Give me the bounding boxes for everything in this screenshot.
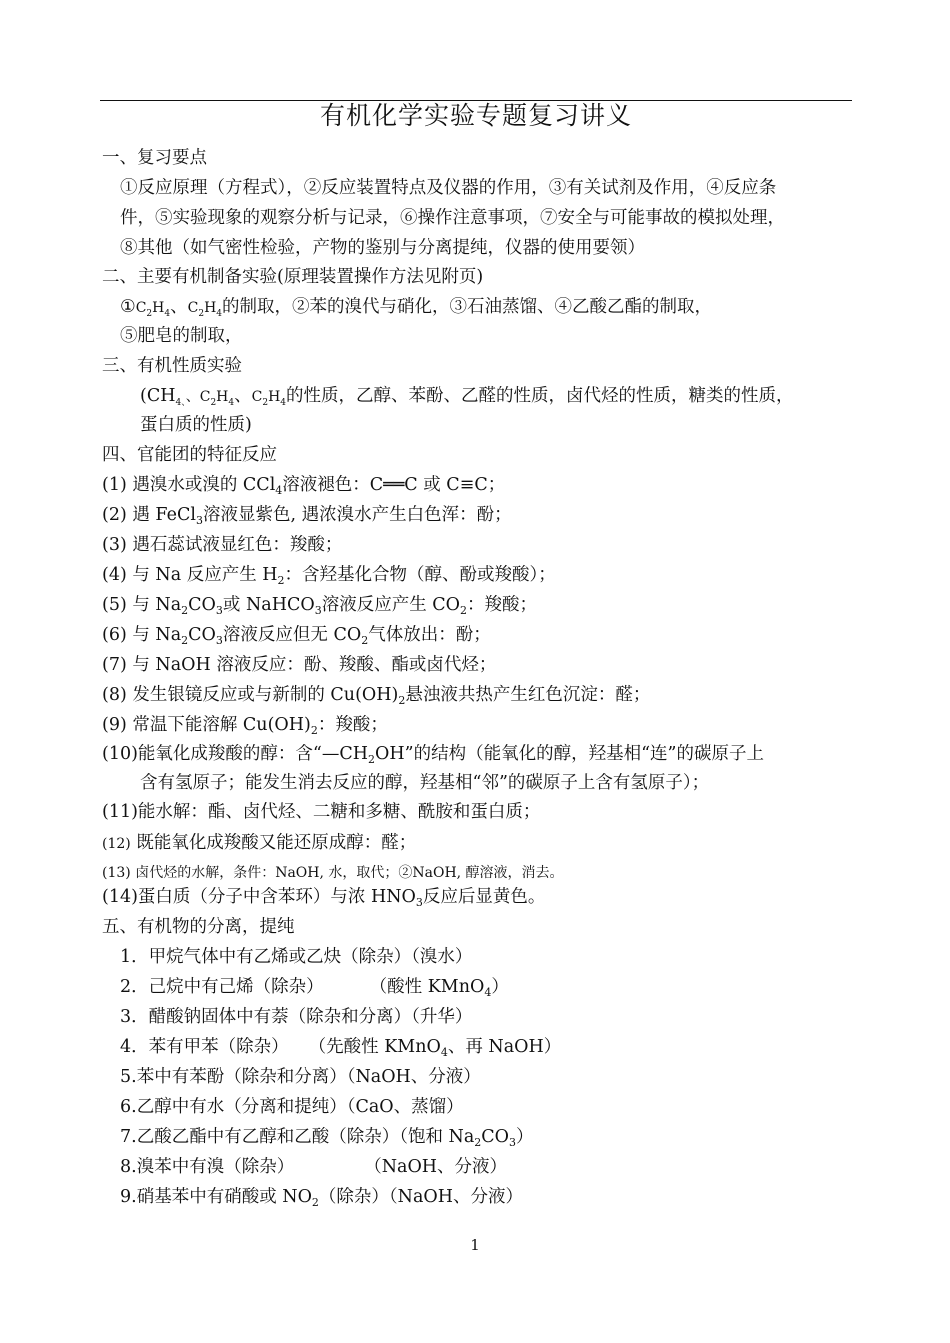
text-run: 、 <box>234 386 252 406</box>
text-run: (10)能氧化成羧酸的醇：含“—CH <box>102 744 369 764</box>
text-run: 2．己烷中有己烯（除杂） <box>120 977 324 997</box>
section-heading: 四、官能团的特征反应 <box>102 445 277 465</box>
paragraph-line: ①反应原理（方程式），②反应装置特点及仪器的作用，③有关试剂及作用，④反应条 <box>120 178 777 198</box>
list-item <box>120 1186 880 1208</box>
list-item <box>120 1036 880 1058</box>
list-item: 5.苯中有苯酚（除杂和分离）（NaOH、分液） <box>120 1067 481 1087</box>
paragraph-line <box>120 296 880 319</box>
text-run: 4．苯有甲苯（除杂） <box>120 1037 289 1057</box>
paragraph-line: 件，⑤实验现象的观察分析与记录，⑥操作注意事项，⑦安全与可能事故的模拟处理， <box>120 208 785 228</box>
subscript: 2 <box>198 309 205 319</box>
subscript: 2 <box>146 309 153 319</box>
list-item <box>102 743 862 765</box>
text-run: (5) 与 Na <box>102 595 182 615</box>
text-run: 、 <box>185 389 200 405</box>
text-run: （NaOH、分液） <box>364 1157 508 1177</box>
subscript: 3 <box>195 514 203 527</box>
text-run: C <box>199 389 211 405</box>
text-run: (6) 与 Na <box>102 625 182 645</box>
subscript: 2 <box>311 1196 319 1209</box>
subscript: 4 <box>440 1046 448 1059</box>
text-run: ：含羟基化合物（醇、酚或羧酸）； <box>284 565 556 585</box>
list-item: (3) 遇石蕊试液显红色：羧酸； <box>102 535 343 555</box>
list-item: 6.乙醇中有水（分离和提纯）（CaO、蒸馏） <box>120 1097 464 1117</box>
subscript: 4 <box>164 309 171 319</box>
text-run: H <box>204 300 217 316</box>
page-number: 1 <box>470 1236 480 1254</box>
text-run: ① <box>120 297 136 317</box>
subscript: 2 <box>262 398 269 408</box>
text-run: CO <box>188 625 216 645</box>
text-run: 7.乙酸乙酯中有乙醇和乙酸（除杂）（饱和 Na <box>120 1127 475 1147</box>
subscript: 2 <box>460 604 468 617</box>
text-run: (8) 发生银镜反应或与新制的 Cu(OH) <box>102 685 399 705</box>
subscript: 2 <box>368 753 376 766</box>
subscript: 4 <box>280 398 287 408</box>
section-heading: 一、复习要点 <box>102 148 207 168</box>
subscript: 4 <box>228 398 235 408</box>
subscript: 3 <box>509 1136 517 1149</box>
subscript: 2 <box>398 694 406 707</box>
subscript: 4 <box>275 484 283 497</box>
text-run: CO <box>188 595 216 615</box>
subscript: 2 <box>310 724 318 737</box>
subscript: 3 <box>314 604 322 617</box>
list-item <box>102 684 862 706</box>
list-item <box>120 976 880 998</box>
text-run: 溶液显紫色, 遇浓溴水产生白色浑：酚； <box>202 505 512 525</box>
text-run: H <box>152 300 165 316</box>
text-run: 溶液褪色：C══C 或 C≡C； <box>282 475 506 495</box>
list-item <box>102 474 862 496</box>
list-item <box>102 564 862 586</box>
text-run: 8.溴苯中有溴（除杂） <box>120 1157 295 1177</box>
text-run: 气体放出：酚； <box>368 625 491 645</box>
text-run: 或 NaHCO <box>222 595 315 615</box>
list-item <box>102 594 862 616</box>
list-item-continuation: 含有氢原子；能发生消去反应的醇，羟基相“邻”的碳原子上含有氢原子）； <box>140 773 710 793</box>
text-run: (1) 遇溴水或溴的 CCl <box>102 475 276 495</box>
text-run: H <box>268 389 281 405</box>
list-item <box>102 832 862 855</box>
text-run: C <box>187 300 199 316</box>
paragraph-line: ⑤肥皂的制取， <box>120 326 243 346</box>
text-run: CO <box>481 1127 510 1147</box>
subscript: 2 <box>361 634 369 647</box>
section-heading: 二、主要有机制备实验(原理装置操作方法见附页) <box>102 267 484 287</box>
text-run: (4) 与 Na 反应产生 H <box>102 565 278 585</box>
list-item <box>102 504 862 526</box>
list-item <box>120 1126 880 1148</box>
section-heading: 三、有机性质实验 <box>102 356 242 376</box>
text-run: 悬浊液共热产生红色沉淀：醛； <box>405 685 651 705</box>
paragraph-line: 蛋白质的性质) <box>140 415 252 435</box>
text-run: H <box>216 389 229 405</box>
text-run: （酸性 KMnO <box>369 977 485 997</box>
list-item: (13) 卤代烃的水解，条件：NaOH, 水，取代；②NaOH, 醇溶液，消去。 <box>102 865 564 881</box>
subscript: 3 <box>215 634 223 647</box>
text-run: C <box>251 389 263 405</box>
text-run: (14)蛋白质（分子中含苯环）与浓 HNO <box>102 887 416 907</box>
paragraph-line: ⑧其他（如气密性检验，产物的鉴别与分离提纯，仪器的使用要领） <box>120 238 645 258</box>
page-title: 有机化学实验专题复习讲义 <box>319 101 632 130</box>
text-run: 溶液反应但无 CO <box>222 625 362 645</box>
list-item <box>102 714 862 736</box>
text-run: 、 <box>170 297 188 317</box>
text-run: 的制取，②苯的溴代与硝化，③石油蒸馏、④乙酸乙酯的制取， <box>222 297 713 317</box>
list-item <box>102 886 862 908</box>
text-run: (CH <box>140 386 176 406</box>
text-run: ） <box>516 1127 534 1147</box>
text-run: ：羧酸； <box>467 595 538 615</box>
text-run: (2) 遇 FeCl <box>102 505 196 525</box>
list-item <box>120 1156 880 1178</box>
text-run: （除杂）（NaOH、分液） <box>318 1187 524 1207</box>
list-item: (11)能水解：酯、卤代烃、二糖和多糖、酰胺和蛋白质； <box>102 802 541 822</box>
text-run: 既能氧化成羧酸又能还原成醇：醛； <box>130 833 417 853</box>
section-heading: 五、有机物的分离，提纯 <box>102 917 295 937</box>
subscript: 2 <box>181 634 189 647</box>
text-run: (9) 常温下能溶解 Cu(OH) <box>102 715 311 735</box>
list-item: 3．醋酸钠固体中有萘（除杂和分离）（升华） <box>120 1007 473 1027</box>
subscript: 4、 <box>175 398 186 408</box>
text-run: 溶液反应产生 CO <box>321 595 461 615</box>
text-run: C <box>135 300 147 316</box>
list-item <box>102 624 862 646</box>
text-run: ：羧酸； <box>317 715 388 735</box>
subscript: 2 <box>210 398 217 408</box>
subscript: 3 <box>415 896 423 909</box>
text-run: 的性质，乙醇、苯酚、乙醛的性质，卤代烃的性质，糖类的性质， <box>286 386 794 406</box>
text-run: OH”的结构（能氧化的醇，羟基相“连”的碳原子上 <box>375 744 764 764</box>
subscript: 4 <box>484 986 492 999</box>
item-number: (12) <box>102 836 131 852</box>
text-run: 9.硝基苯中有硝酸或 NO <box>120 1187 312 1207</box>
text-run: ） <box>491 977 509 997</box>
list-item: 1．甲烷气体中有乙烯或乙炔（除杂）（溴水） <box>120 947 473 967</box>
paragraph-line <box>140 385 900 408</box>
text-run: 反应后显黄色。 <box>422 887 546 907</box>
subscript: 2 <box>181 604 189 617</box>
subscript: 2 <box>474 1136 482 1149</box>
list-item: (7) 与 NaOH 溶液反应：酚、羧酸、酯或卤代烃； <box>102 655 497 675</box>
text-run: 、再 NaOH） <box>447 1037 562 1057</box>
text-run: （先酸性 KMnO <box>308 1037 441 1057</box>
subscript: 2 <box>277 574 285 587</box>
subscript: 3 <box>215 604 223 617</box>
subscript: 4 <box>216 309 223 319</box>
